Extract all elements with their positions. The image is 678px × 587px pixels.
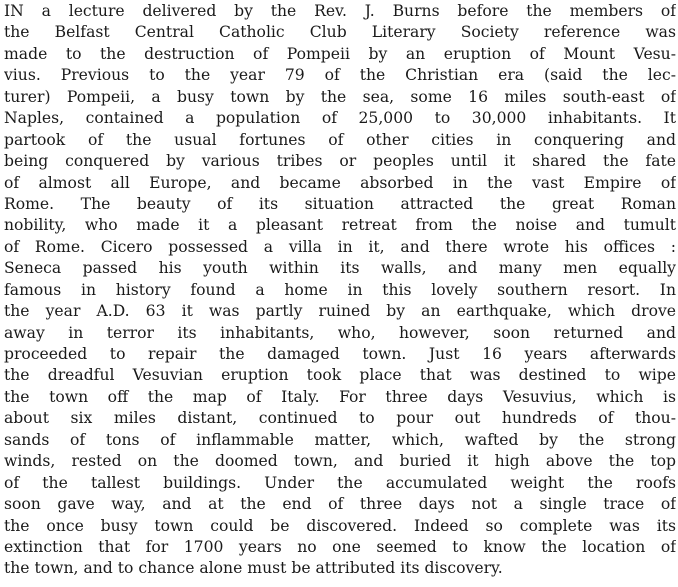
article-line: Naples, contained a population of 25,000 to 30,000 inhabitants. It (4, 109, 676, 128)
article-line: the year A.D. 63 it was partly ruined by an earthquake, which drove (4, 302, 676, 321)
article-column (4, 1, 676, 580)
article-line: soon gave way, and at the end of three days not a single trace of (4, 495, 676, 514)
article-line: turer) Pompeii, a busy town by the sea, some 16 miles south-east of (4, 87, 676, 106)
article-line: away in terror its inhabitants, who, however, soon returned and (4, 323, 676, 342)
article-line: the town off the map of Italy. For three days Vesuvius, which is (4, 387, 676, 406)
article-line: Rome. The beauty of its situation attracted the great Roman (4, 194, 676, 213)
article-line: made to the destruction of Pompeii by an eruption of Mount Vesu- (4, 44, 676, 63)
article-line: extinction that for 1700 years no one seemed to know the location of (4, 537, 676, 556)
article-line: sands of tons of inflammable matter, which, wafted by the strong (4, 430, 676, 449)
article-line: of the tallest buildings. Under the accumulated weight the roofs (4, 473, 676, 492)
article-line: of almost all Europe, and became absorbed in the vast Empire of (4, 173, 676, 192)
article-line: famous in history found a home in this lovely southern resort. In (4, 280, 676, 299)
article-line: the once busy town could be discovered. Indeed so complete was its (4, 516, 676, 535)
article-line: of Rome. Cicero possessed a villa in it, and there wrote his offices : (4, 237, 676, 256)
article-line: the town, and to chance alone must be attributed its discovery. (4, 559, 503, 578)
article-line: the dreadful Vesuvian eruption took place that was destined to wipe (4, 366, 676, 385)
article-line: IN a lecture delivered by the Rev. J. Burns before the members of (4, 2, 676, 20)
article-line: about six miles distant, continued to pour out hundreds of thou- (4, 409, 676, 428)
article-line: proceeded to repair the damaged town. Just 16 years afterwards (4, 345, 676, 363)
article-line: nobility, who made it a pleasant retreat from the noise and tumult (4, 216, 676, 235)
article-line: being conquered by various tribes or peoples until it shared the fate (4, 152, 676, 171)
article-line: partook of the usual fortunes of other cities in conquering and (4, 130, 676, 149)
article-line: winds, rested on the doomed town, and buried it high above the top (4, 452, 676, 471)
article-line: Seneca passed his youth within its walls, and many men equally (4, 259, 676, 278)
article-line: the Belfast Central Catholic Club Literary Society reference was (4, 23, 676, 42)
article-line: vius. Previous to the year 79 of the Christian era (said the lec- (4, 66, 676, 85)
